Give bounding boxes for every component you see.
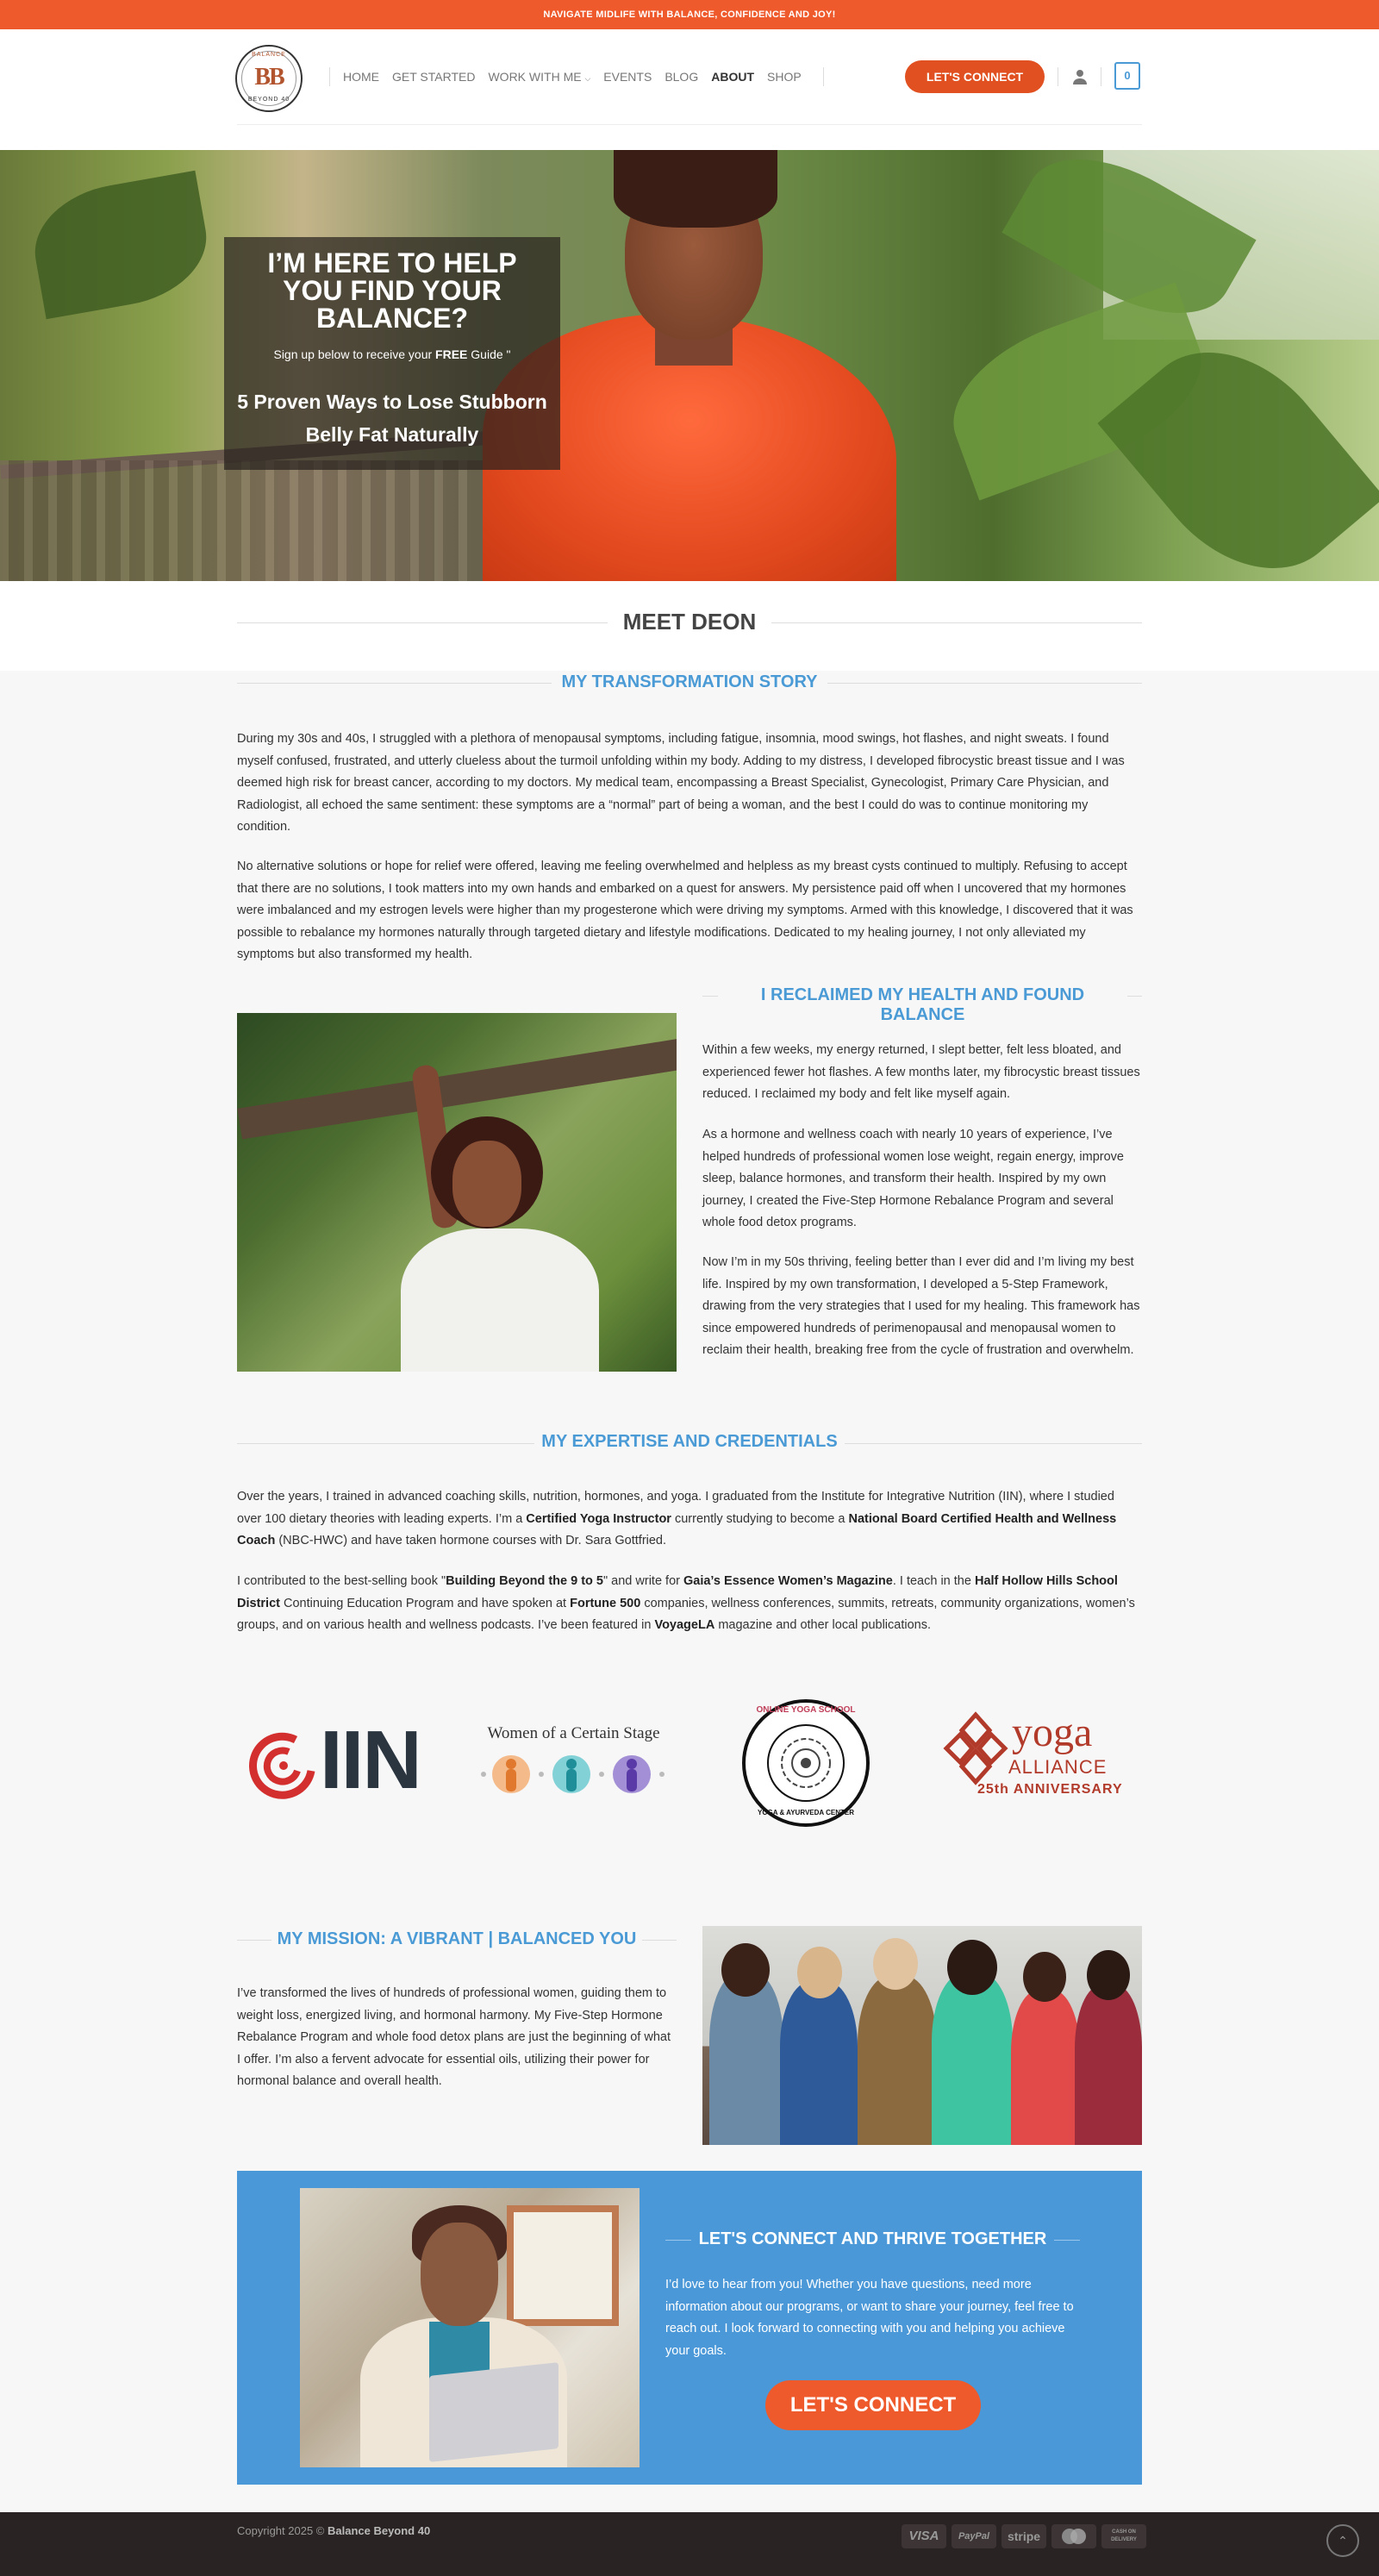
title-rule: [1127, 996, 1142, 997]
yoga-alliance-logo: [941, 1711, 1135, 1815]
online-yoga-school-logo: [741, 1698, 870, 1828]
text: currently studying to become a: [671, 1511, 849, 1526]
deon-photo: [237, 1013, 677, 1372]
connect-text: I’d love to hear from you! Whether you have questions, need more information about our programs, or want to share your journey, feel free to reach out. I look forward to connecting with you and helping you achieve your goals.: [665, 2278, 1074, 2358]
photo-face: [421, 2223, 498, 2326]
visa-icon: VISA: [902, 2524, 946, 2548]
photo-woman: [1011, 1990, 1080, 2145]
lets-connect-button[interactable]: LET'S CONNECT: [905, 60, 1045, 93]
transformation-title: MY TRANSFORMATION STORY: [561, 672, 818, 691]
photo-woman: [932, 1973, 1013, 2145]
text: companies, wellness conferences, summits, retreats, community organizations, women’s groups, and on various health and wellness podcasts. I’ve been featured in: [237, 1596, 1135, 1633]
hero-subtitle: [241, 347, 543, 361]
text: " and write for: [603, 1574, 683, 1588]
paypal-icon: PayPal: [952, 2524, 996, 2548]
main-nav: [343, 67, 802, 86]
nav-item-label: WORK WITH ME: [488, 70, 582, 84]
woman-with-laptop-photo: [300, 2188, 640, 2467]
text: Over the years, I trained in advanced coaching skills, nutrition, hormones, and yoga. I graduated from the Institute for Integrative Nutrition (IIN), where I studied over 100 dietary theories with leading experts. I’m a: [237, 1490, 1114, 1526]
photo-laptop: [429, 2362, 558, 2462]
wcs-figures-icon: [477, 1748, 671, 1802]
expertise-paragraph-1: [237, 1486, 1142, 1553]
iin-spiral-icon: [244, 1723, 321, 1802]
photo-woman: [858, 1976, 937, 2145]
hero-leaf: [25, 171, 215, 320]
nav-item-home[interactable]: HOME: [343, 70, 379, 84]
header-divider: [237, 124, 1142, 125]
text-bold: National Board Certified Health and Wellness Coach: [237, 1511, 1117, 1548]
expertise-paragraph-2: [237, 1571, 1142, 1637]
connect-title: LET'S CONNECT AND THRIVE TOGETHER: [698, 2229, 1047, 2248]
title-rule: [237, 1443, 534, 1444]
ya-wordmark: yoga: [1012, 1710, 1093, 1755]
nav-item-events[interactable]: EVENTS: [603, 70, 652, 84]
text-bold: Fortune 500: [570, 1596, 641, 1610]
title-rule: [702, 996, 718, 997]
reclaimed-paragraph-2: As a hormone and wellness coach with nearly 10 years of experience, I’ve helped hundreds of professional women lose weight, regain energy, improve sleep, balance hormones, and transform their health. Inspired by my own journey, I created the Five-Step Hormone Rebalance Program and several whole food detox programs.: [702, 1128, 1124, 1230]
transformation-paragraph-2: No alternative solutions or hope for relief were offered, leaving me feeling overwhelmed and helpless as my breast cysts continued to multiply. Refusing to accept that there are no solutions, I took matters into my own hands and embarked on a quest for answers. My persistence paid off when I uncovered that my hormones were imbalanced and my estrogen levels were higher than my progesterone which were driving my symptoms. Armed with this knowledge, I discovered that it was possible to rebalance my hormones naturally through targeted dietary and lifestyle modifications. Dedicated to my healing journey, I not only alleviated my symptoms but also transformed my health.: [237, 860, 1133, 962]
nav-divider: [329, 67, 330, 86]
lets-connect-button[interactable]: LET'S CONNECT: [765, 2380, 981, 2430]
iin-logo: [244, 1714, 438, 1806]
nav-divider: [823, 67, 824, 86]
cart-icon[interactable]: [1114, 62, 1140, 90]
cart-count: 0: [1124, 69, 1131, 82]
hero-guide-title: 5 Proven Ways to Lose Stubborn Belly Fat Naturally: [237, 391, 547, 446]
nav-item-shop[interactable]: SHOP: [767, 70, 802, 84]
text-bold: Building Beyond the 9 to 5: [446, 1574, 603, 1588]
mission-paragraph: I’ve transformed the lives of hundreds of professional women, guiding them to weight loss, energized living, and hormonal harmony. My Five-Step Hormone Rebalance Program and whole food detox plans are just the beginning of what I offer. I’m also a fervent advocate for essential oils, utilizing their power for hormonal balance and overall health.: [237, 1986, 671, 2089]
title-rule: [845, 1443, 1142, 1444]
hero-sub-text: Sign up below to receive your: [273, 347, 436, 361]
logo-top-text: BALANCE: [252, 52, 286, 58]
logo-bottom-text: BEYOND 40: [247, 97, 290, 103]
nav-item-work-with-me[interactable]: [488, 70, 590, 84]
hero-railing: [0, 460, 483, 581]
hero-banner-image: [0, 150, 1379, 581]
expertise-title: MY EXPERTISE AND CREDENTIALS: [541, 1432, 838, 1451]
group-of-women-photo: [702, 1926, 1142, 2145]
title-rule: [642, 1940, 677, 1941]
mission-title: MY MISSION: A VIBRANT | BALANCED YOU: [277, 1929, 637, 1948]
ya-alliance-text: ALLIANCE: [1008, 1756, 1108, 1778]
copyright-brand: Balance Beyond 40: [327, 2524, 431, 2537]
title-rule: [237, 1940, 271, 1941]
reclaimed-title: I RECLAIMED MY HEALTH AND FOUND BALANCE: [760, 985, 1085, 1024]
photo-woman-head: [947, 1940, 997, 1995]
photo-woman-head: [1087, 1950, 1130, 2000]
photo-woman: [1075, 1985, 1142, 2145]
title-rule: [237, 683, 552, 684]
site-footer: [0, 2512, 1379, 2576]
chevron-down-icon: ⌵: [584, 74, 591, 83]
user-account-icon[interactable]: [1071, 68, 1089, 85]
title-rule: [827, 683, 1142, 684]
text-bold: Certified Yoga Instructor: [526, 1511, 671, 1526]
hero-sub-guide: Guide ": [467, 347, 511, 361]
meet-deon-title: MEET DEON: [622, 609, 757, 635]
yoga-alliance-flower-icon: [941, 1711, 1010, 1789]
hero-overlay-box: [224, 237, 560, 470]
yoga-school-top-text: ONLINE YOGA SCHOOL: [756, 1705, 856, 1715]
back-to-top-icon[interactable]: ⌃: [1326, 2524, 1359, 2557]
photo-window: [507, 2205, 619, 2326]
yoga-school-bottom-text: YOGA & AYURVEDA CENTER: [757, 1809, 855, 1816]
photo-woman: [709, 1973, 783, 2145]
announcement-bar: NAVIGATE MIDLIFE WITH BALANCE, CONFIDENCE AND JOY!: [0, 0, 1379, 29]
transformation-paragraph-1: During my 30s and 40s, I struggled with a plethora of menopausal symptoms, including fatigue, insomnia, mood swings, hot flashes, and night sweats. I found myself confused, frustrated, and utterly clueless about the turmoil unfolding within my body. Adding to my distress, I developed fibrocystic breast tissue and I was deemed high risk for breast cancer, according to my doctors. My medical team, encompassing a Breast Specialist, Gynecologist, Primary Care Physician, and Radiologist, all echoed the same sentiment: these symptoms are a “normal” part of being a woman, and the best I could do was to continue monitoring my condition.: [237, 732, 1125, 835]
hero-sub-free: FREE: [435, 347, 468, 361]
text: I contributed to the best-selling book ": [237, 1574, 446, 1588]
text-bold: VoyageLA: [654, 1618, 715, 1633]
logo-monogram: BB: [254, 64, 284, 91]
photo-woman-head: [1023, 1952, 1066, 2002]
nav-item-blog[interactable]: BLOG: [665, 70, 699, 84]
photo-woman-head: [797, 1947, 842, 1998]
reclaimed-paragraph-3: Now I’m in my 50s thriving, feeling better than I ever did and I’m living my best life. Inspired by my own transformation, I developed a 5-Step Framework, drawing from the very strategies that I used for my healing. This framework has since empowered hundreds of perimenopausal and menopausal women to reclaim their health, breaking free from the cycle of frustration and overwhelm.: [702, 1255, 1140, 1358]
nav-item-about[interactable]: ABOUT: [711, 70, 754, 84]
text: . I teach in the: [892, 1574, 975, 1588]
photo-face: [452, 1141, 521, 1227]
text: Continuing Education Program and have spoken at: [279, 1596, 571, 1610]
reclaimed-paragraph-1: Within a few weeks, my energy returned, I slept better, felt less bloated, and experienced fewer hot flashes. A few months later, my fibrocystic breast tissues reduced. I reclaimed my body and felt like myself again.: [702, 1043, 1140, 1102]
text-bold: Half Hollow Hills School District: [237, 1574, 1118, 1610]
wcs-wordmark: Women of a Certain Stage: [487, 1724, 660, 1742]
site-logo[interactable]: [235, 45, 303, 112]
ya-anniversary-text: 25th ANNIVERSARY: [977, 1782, 1123, 1797]
photo-blouse: [401, 1229, 599, 1372]
women-of-a-certain-stage-logo: [477, 1723, 671, 1802]
text-bold: Gaia’s Essence Women’s Magazine: [683, 1574, 893, 1588]
text: (NBC-HWC) and have taken hormone courses with Dr. Sara Gottfried.: [275, 1534, 667, 1548]
text: magazine and other local publications.: [714, 1618, 931, 1633]
cash-on-delivery-icon: CASH ON DELIVERY: [1101, 2524, 1146, 2548]
photo-woman: [780, 1981, 858, 2145]
hero-title: I’M HERE TO HELP YOU FIND YOUR BALANCE?: [267, 247, 517, 334]
site-header: [0, 29, 1379, 150]
iin-wordmark: IIN: [320, 1714, 421, 1806]
photo-woman-head: [873, 1938, 918, 1990]
mastercard-icon: [1051, 2524, 1096, 2548]
copyright-text: [237, 2524, 430, 2537]
stripe-icon: stripe: [1001, 2524, 1046, 2548]
hero-hair: [614, 150, 777, 228]
nav-item-get-started[interactable]: GET STARTED: [392, 70, 476, 84]
copyright-prefix: Copyright 2025 ©: [237, 2524, 328, 2537]
photo-woman-head: [721, 1943, 770, 1997]
